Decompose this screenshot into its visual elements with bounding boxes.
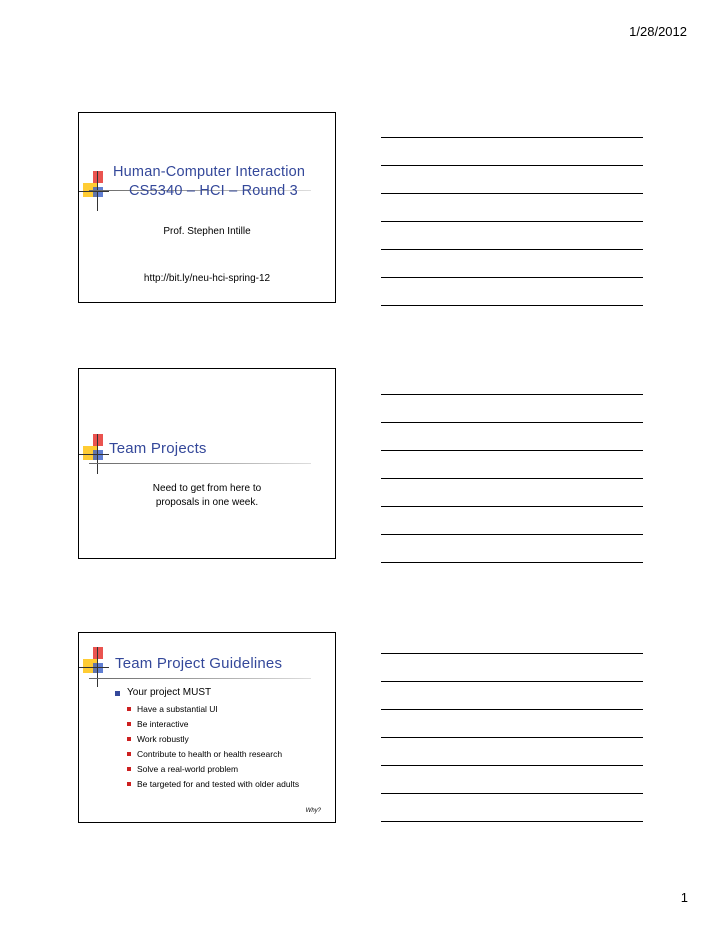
slide-1-author: Prof. Stephen Intille <box>163 226 251 237</box>
slide-1-title-line1: Human-Computer Interaction <box>113 164 306 180</box>
square-bullet-icon <box>127 782 131 786</box>
square-bullet-icon <box>115 691 120 696</box>
slide-2-title: Team Projects <box>109 440 207 457</box>
header-date: 1/28/2012 <box>629 24 687 39</box>
slide-2-body-line1: Need to get from here to <box>152 483 262 494</box>
slide-2 <box>78 368 336 559</box>
slide-3 <box>78 632 336 823</box>
slide-1-url: http://bit.ly/neu-hci-spring-12 <box>143 273 271 284</box>
square-bullet-icon <box>127 752 131 756</box>
slide-1 <box>78 112 336 303</box>
slide-1-title-line2: CS5340 – HCI – Round 3 <box>129 183 298 199</box>
bullet-item: Your project MUST Have a substantial UI Be interactive Work robustly Contribute to health or health research Solve a real-world problem Be targeted for and tested with older adults <box>115 687 307 790</box>
sub-bullet-item: Solve a real-world problem <box>127 764 307 775</box>
square-bullet-icon <box>127 737 131 741</box>
square-bullet-icon <box>127 722 131 726</box>
sub-bullet-item: Contribute to health or health research <box>127 749 307 760</box>
slide-3-note: Why? <box>305 808 321 814</box>
slide-decoration-icon <box>79 647 119 687</box>
slide-3-bullet-list <box>115 687 307 794</box>
page-number: 1 <box>680 890 688 905</box>
sub-bullet-item: Be targeted for and tested with older adults <box>127 779 307 790</box>
slide-2-body-line2: proposals in one week. <box>155 497 259 508</box>
sub-bullet-item: Have a substantial UI <box>127 704 307 715</box>
square-bullet-icon <box>127 707 131 711</box>
square-bullet-icon <box>127 767 131 771</box>
sub-bullet-item: Work robustly <box>127 734 307 745</box>
slide-3-title: Team Project Guidelines <box>115 655 283 672</box>
sub-bullet-item: Be interactive <box>127 719 307 730</box>
